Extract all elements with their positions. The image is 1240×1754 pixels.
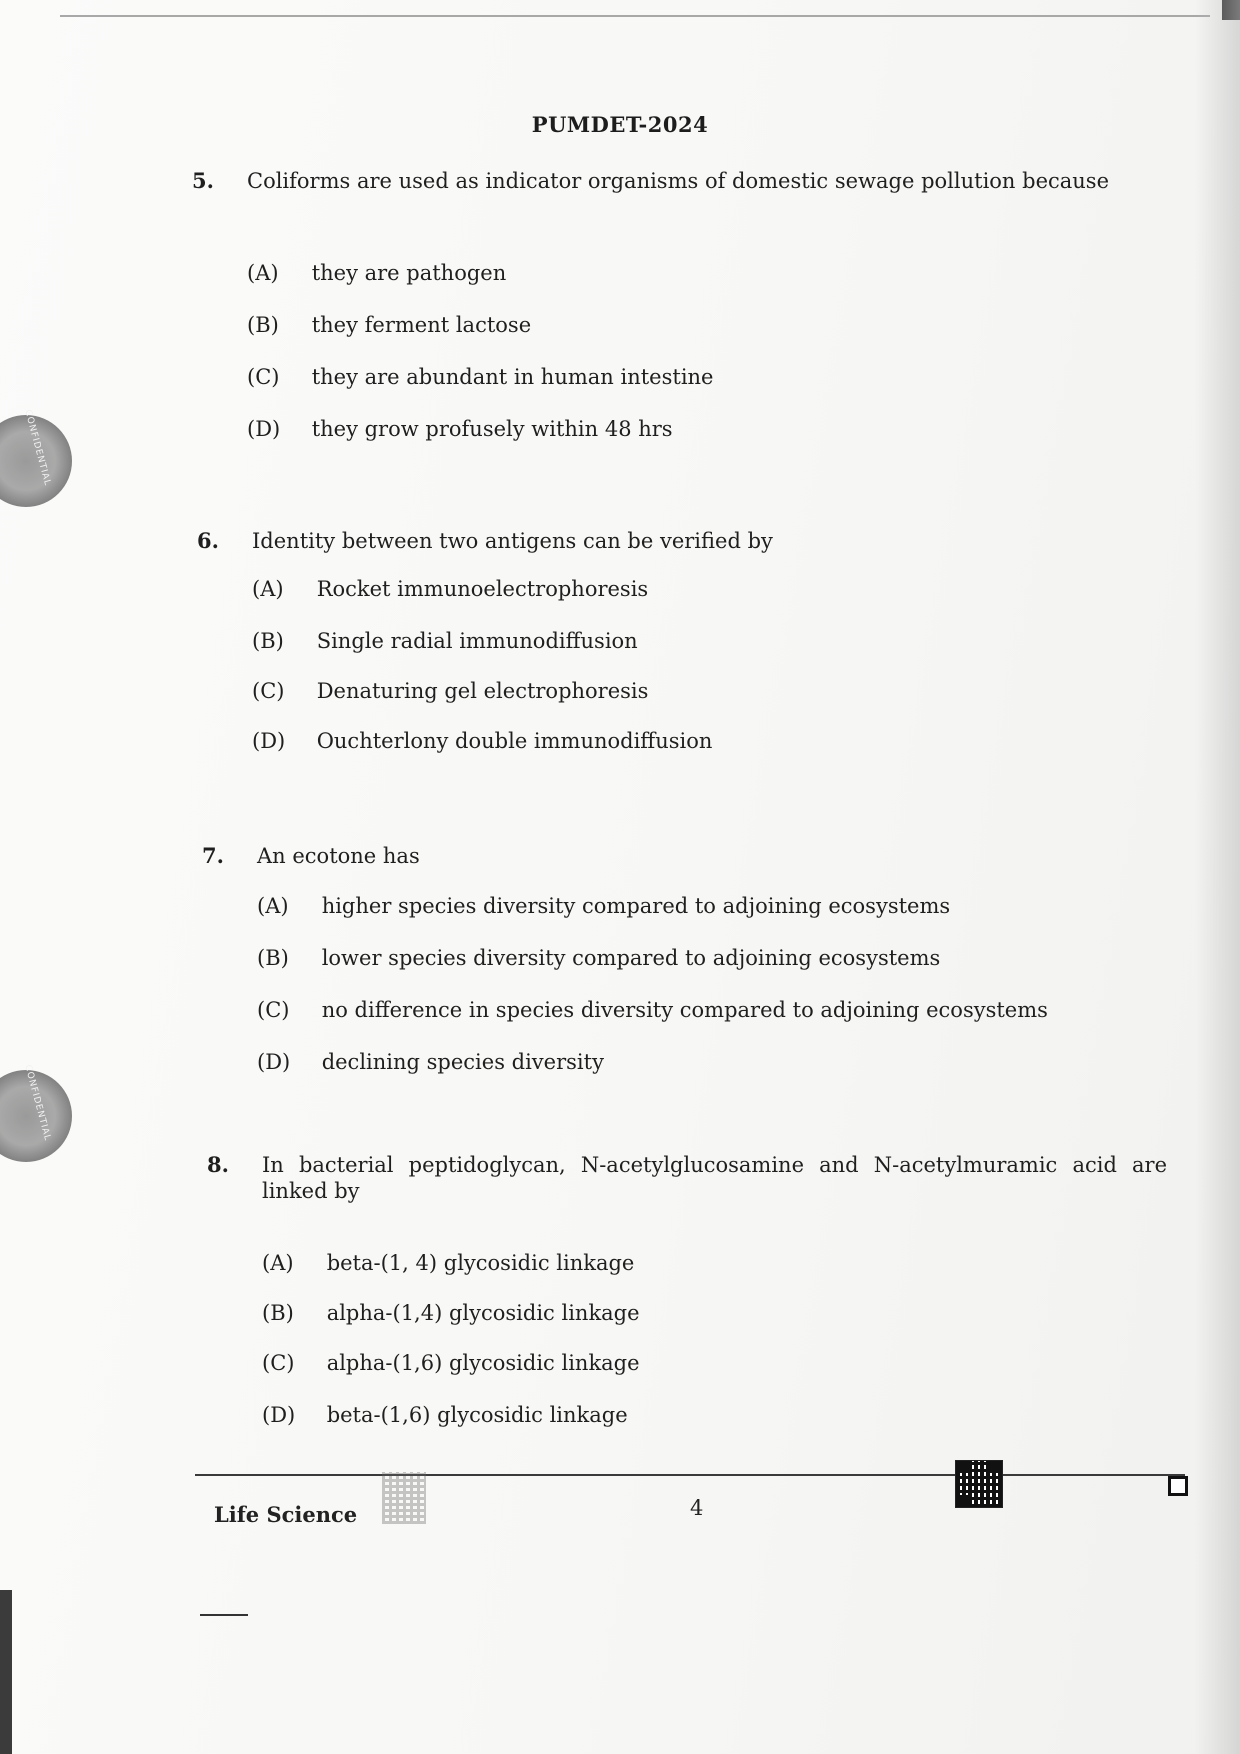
option-letter: (B): [252, 629, 284, 653]
option-text: declining species diversity: [321, 1050, 604, 1074]
option-text: they grow profusely within 48 hrs: [311, 417, 673, 441]
option-b[interactable]: [262, 1300, 640, 1326]
option-text: Single radial immunodiffusion: [316, 629, 638, 653]
option-c[interactable]: [247, 364, 714, 390]
option-letter: (A): [247, 261, 279, 285]
option-letter: (A): [262, 1251, 294, 1275]
option-letter: (A): [257, 894, 289, 918]
question-number: 8.: [207, 1152, 229, 1177]
option-letter: (B): [262, 1301, 294, 1325]
option-text: lower species diversity compared to adjoining ecosystems: [321, 946, 941, 970]
option-letter: (C): [262, 1351, 295, 1375]
option-text: beta-(1, 4) glycosidic linkage: [326, 1251, 635, 1275]
option-c[interactable]: [262, 1350, 640, 1376]
scan-shadow: [1195, 0, 1240, 1754]
option-text: beta-(1,6) glycosidic linkage: [326, 1403, 628, 1427]
square-marker: [1168, 1476, 1188, 1496]
option-text: Denaturing gel electrophoresis: [316, 679, 649, 703]
option-d[interactable]: [247, 416, 673, 442]
option-a[interactable]: [252, 576, 648, 602]
question-5: [192, 168, 1152, 458]
option-letter: (C): [257, 998, 290, 1022]
option-a[interactable]: [262, 1250, 634, 1276]
option-a[interactable]: [257, 893, 950, 919]
question-number: 7.: [202, 843, 224, 868]
question-7: [202, 843, 1162, 1083]
option-d[interactable]: [257, 1049, 604, 1075]
faint-qr-code: [382, 1472, 426, 1524]
top-edge-line: [60, 15, 1210, 17]
option-letter: (D): [247, 417, 281, 441]
option-text: alpha-(1,6) glycosidic linkage: [326, 1351, 640, 1375]
option-text: they are pathogen: [311, 261, 507, 285]
seal-text: CONFIDENTIAL: [22, 1063, 53, 1143]
option-letter: (B): [257, 946, 289, 970]
option-b[interactable]: [247, 312, 531, 338]
footer-divider: [195, 1474, 1185, 1476]
option-c[interactable]: [257, 997, 1048, 1023]
page-number: 4: [690, 1496, 704, 1520]
option-text: higher species diversity compared to adjoining ecosystems: [321, 894, 951, 918]
margin-dash: [200, 1614, 248, 1616]
question-number: 5.: [192, 168, 214, 193]
option-b[interactable]: [252, 628, 638, 654]
option-text: Ouchterlony double immunodiffusion: [316, 729, 713, 753]
option-letter: (D): [262, 1403, 296, 1427]
scan-edge: [0, 1590, 12, 1754]
question-number: 6.: [197, 528, 219, 553]
qr-code: [955, 1460, 1003, 1508]
exam-title: PUMDET-2024: [531, 112, 709, 137]
option-text: they ferment lactose: [311, 313, 532, 337]
question-text: Identity between two antigens can be verified by: [252, 529, 773, 553]
question-6: [197, 528, 1157, 768]
option-c[interactable]: [252, 678, 648, 704]
option-letter: (C): [252, 679, 285, 703]
question-text: Coliforms are used as indicator organisms of domestic sewage pollution because: [247, 169, 1110, 193]
option-letter: (B): [247, 313, 279, 337]
option-a[interactable]: [247, 260, 506, 286]
seal-text: CONFIDENTIAL: [22, 408, 53, 488]
question-8: [207, 1152, 1167, 1432]
option-letter: (A): [252, 577, 284, 601]
option-text: alpha-(1,4) glycosidic linkage: [326, 1301, 640, 1325]
option-letter: (D): [252, 729, 286, 753]
option-b[interactable]: [257, 945, 940, 971]
question-text: In bacterial peptidoglycan, N-acetylglucosamine and N-acetylmuramic acid are linked by: [262, 1153, 1167, 1204]
subject-label: Life Science: [214, 1502, 358, 1527]
confidential-seal: [0, 1063, 72, 1162]
option-text: Rocket immunoelectrophoresis: [316, 577, 649, 601]
option-text: no difference in species diversity compared to adjoining ecosystems: [321, 998, 1048, 1022]
option-letter: (D): [257, 1050, 291, 1074]
option-d[interactable]: [252, 728, 712, 754]
confidential-seal: [0, 408, 72, 507]
question-text: An ecotone has: [257, 844, 420, 868]
option-d[interactable]: [262, 1402, 628, 1428]
option-text: they are abundant in human intestine: [311, 365, 714, 389]
option-letter: (C): [247, 365, 280, 389]
